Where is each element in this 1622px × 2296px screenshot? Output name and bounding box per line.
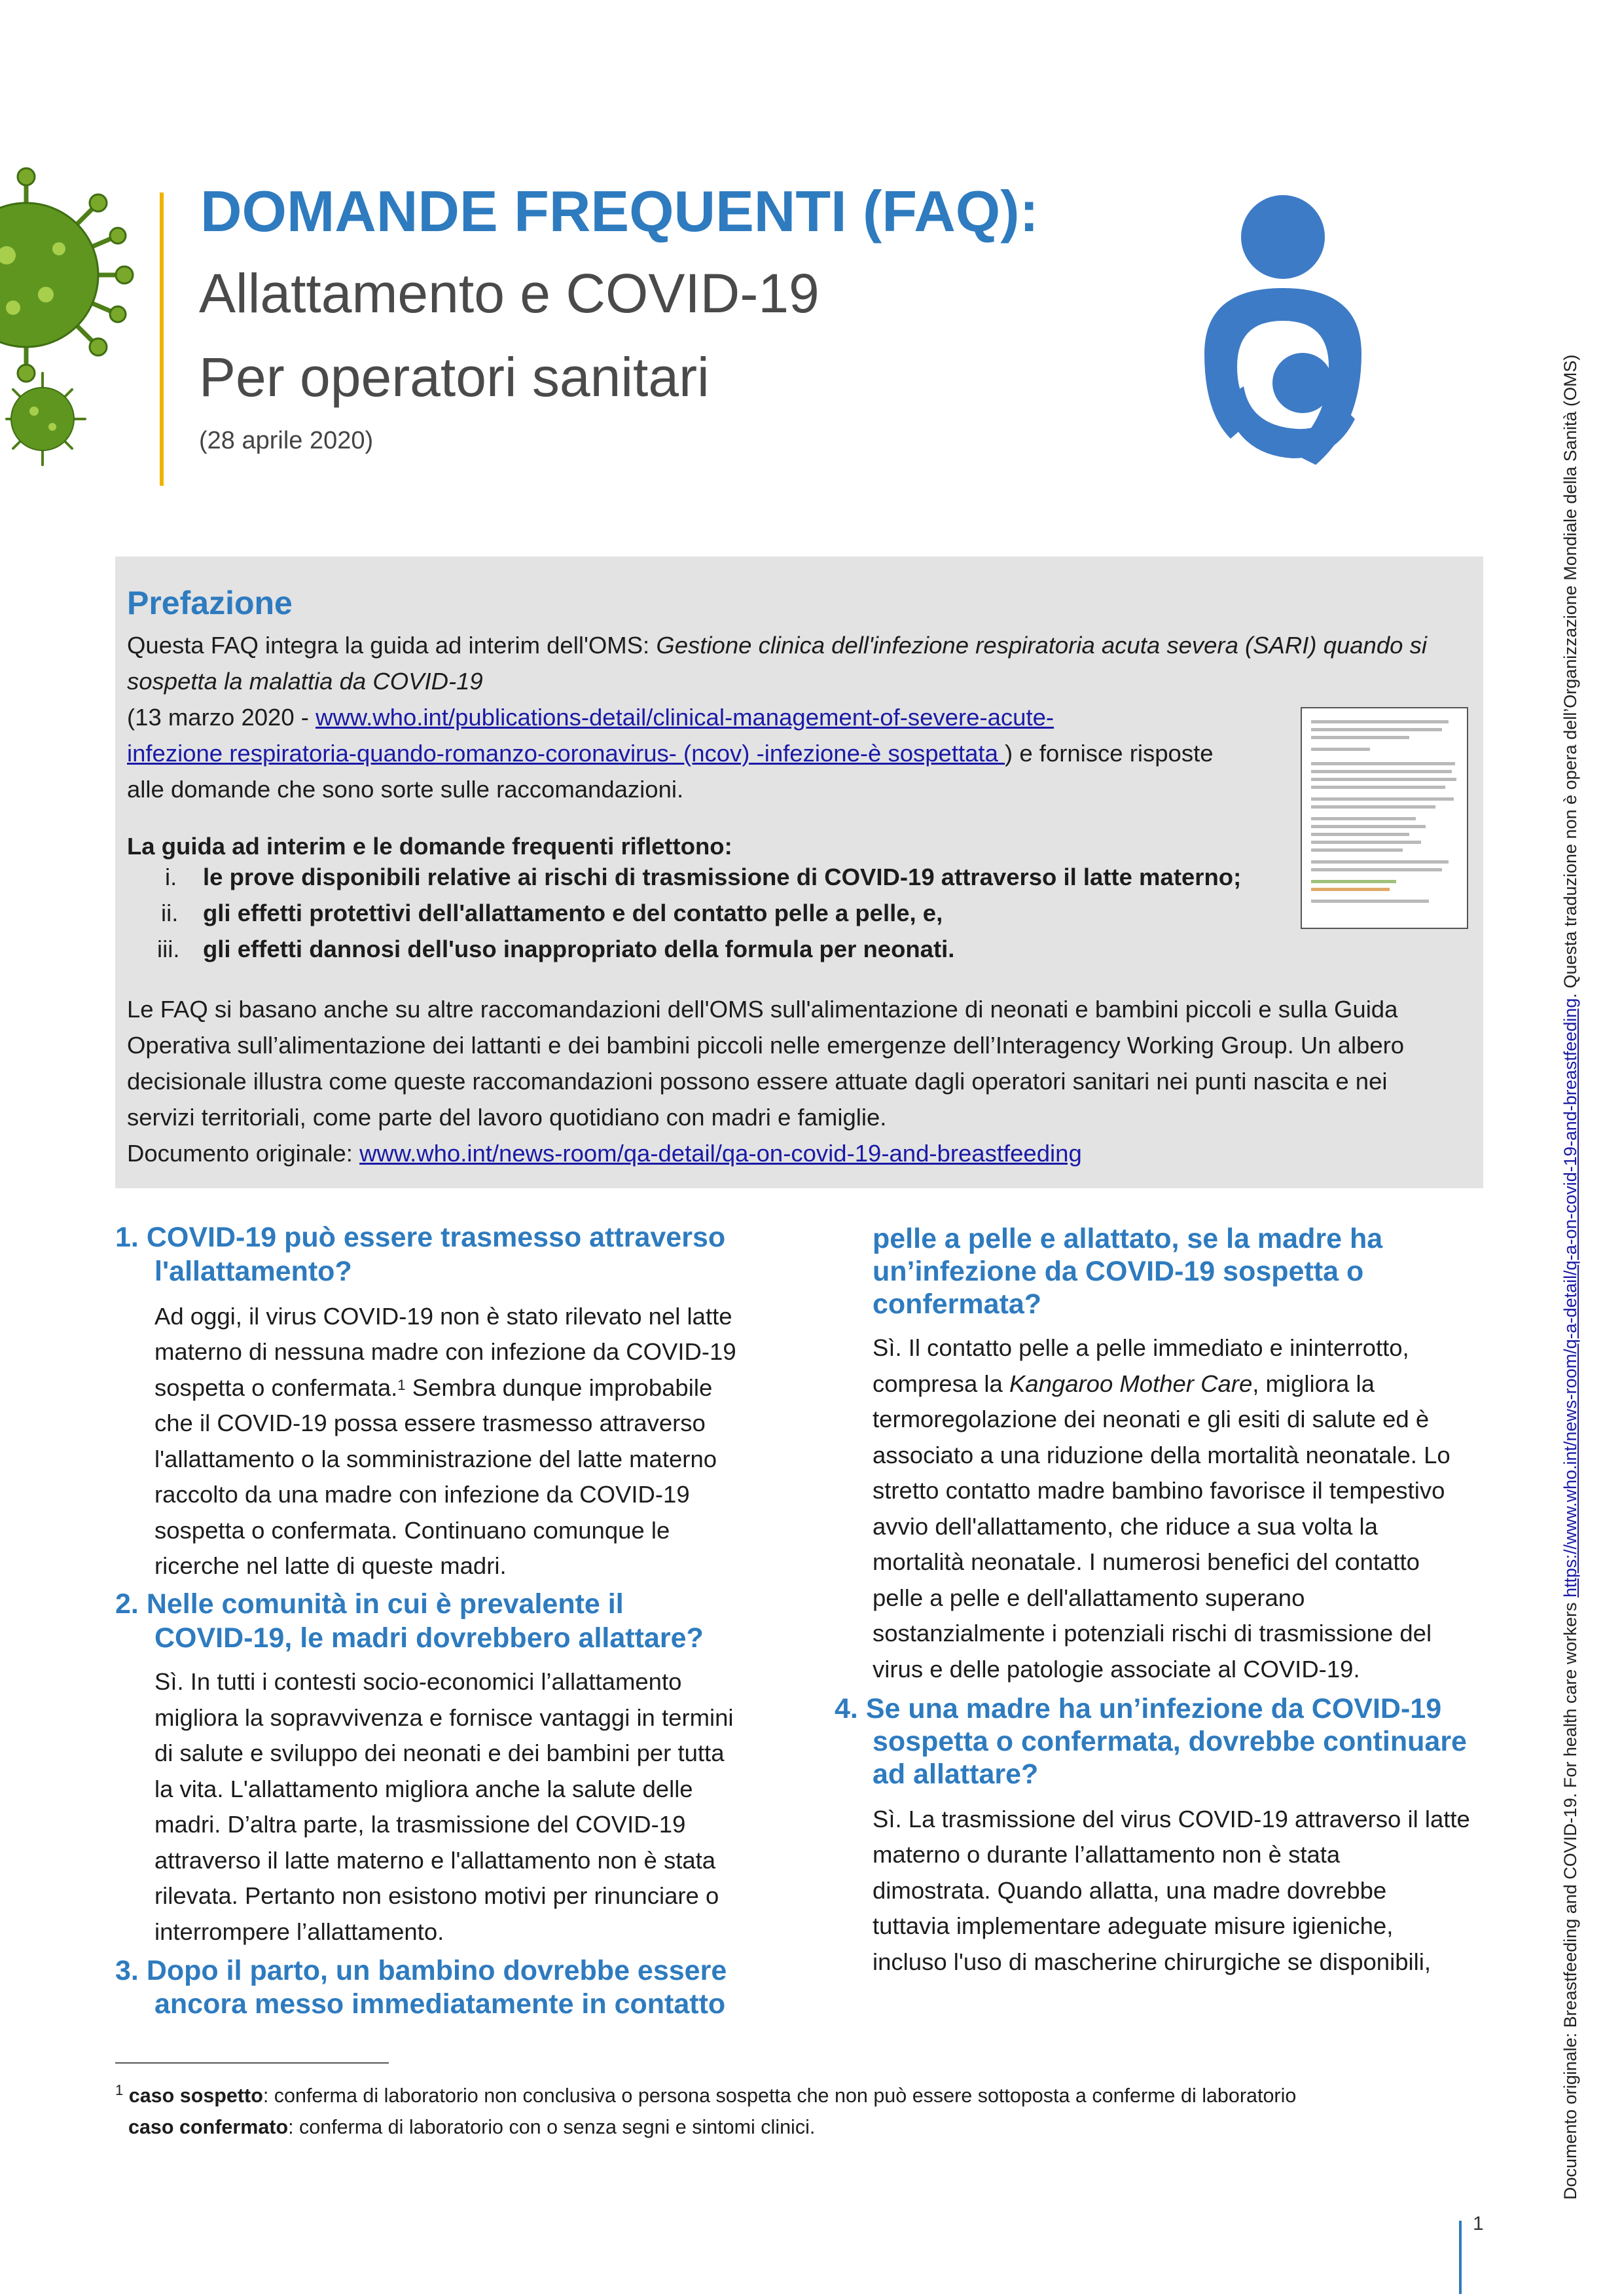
preface-heading: Prefazione (127, 585, 293, 621)
faq-answer-3-line: compresa la Kangaroo Mother Care, migliora la (873, 1370, 1375, 1397)
footnote-divider (115, 2062, 389, 2064)
faq-question-2: 2. Nelle comunità in cui è prevalente il (115, 1588, 624, 1620)
faq-answer-3-line: associato a una riduzione della mortalità neonatale. Lo (873, 1442, 1451, 1468)
preface-paragraph-line: Operativa sull’alimentazione dei lattanti e dei bambini piccoli nelle emergenze dell’Interagency Working Group. Un albero (127, 1032, 1405, 1059)
preface-paragraph-line: servizi territoriali, come parte del lavoro quotidiano con madri e famiglie. (127, 1104, 887, 1131)
faq-answer-3-line: virus e delle patologie associate al COVID-19. (873, 1656, 1360, 1683)
faq-answer-4-line: tuttavia implementare adeguate misure igieniche, (873, 1912, 1394, 1939)
footnote-suspected: $^1$ caso sospetto: conferma di laboratorio non conclusiva o persona sospetta che non può essere sottoposta a conferme di laboratorio (115, 2082, 1297, 2107)
preface-original-doc: Documento originale: www.who.int/news-room/qa-detail/qa-on-covid-19-and-breastfeeding (127, 1140, 1082, 1167)
preface-list-item: i. le prove disponibili relative ai rischi di trasmissione di COVID-19 attraverso il latte materno; (165, 864, 1242, 890)
page-title: DOMANDE FREQUENTI (FAQ): (200, 179, 1039, 244)
preface-line-3: (13 marzo 2020 - www.who.int/publications-detail/clinical-management-of-severe-acute- (127, 704, 1054, 731)
faq-answer-4-line: materno o durante l’allattamento non è stata (873, 1841, 1341, 1868)
faq-question-1: 1. COVID-19 può essere trasmesso attraverso (115, 1222, 726, 1253)
faq-answer-3-line: pelle a pelle e dell'allattamento superano (873, 1584, 1305, 1611)
preface-list-item: ii. gli effetti protettivi dell'allattamento e del contatto pelle a pelle, e, (161, 900, 943, 926)
side-translation-note: Documento originale: Breastfeeding and COVID-19. For health care workers https://www.who.int/news-room/q-a-detail/q-a-on-covid-19-and-breastfeeding. Questa traduzione non è opera dell’Organizzazione Mondiale della Sanità (OMS) (1560, 354, 1580, 2200)
faq-answer-3-line: mortalità neonatale. I numerosi benefici del contatto (873, 1548, 1420, 1575)
faq-question-3-cont: confermata? (873, 1288, 1042, 1320)
preface-paragraph-line: Le FAQ si basano anche su altre raccomandazioni dell'OMS sull'alimentazione di neonati e bambini piccoli e sulla Guida (127, 996, 1398, 1023)
faq-answer-1-line: materno di nessuna madre con infezione da COVID-19 (154, 1338, 736, 1365)
faq-answer-1-line: sospetta o confermata.$^1$ Sembra dunque improbabile (154, 1374, 713, 1401)
page-subtitle-topic: Allattamento e COVID-19 (199, 263, 820, 324)
faq-question-3-cont: ancora messo immediatamente in contatto (154, 1988, 726, 2020)
preface-line-5: alle domande che sono sorte sulle raccomandazioni. (127, 776, 684, 803)
faq-answer-2-line: Sì. In tutti i contesti socio-economici l’allattamento (154, 1668, 682, 1695)
page-number: 1 (1473, 2213, 1484, 2234)
side-original-link[interactable]: https://www.who.int/news-room/q-a-detail/q-a-on-covid-19-and-breastfeeding (1560, 998, 1580, 1598)
faq-question-4-cont: sospetta o confermata, dovrebbe continuare (873, 1726, 1467, 1757)
footnote-marker: 1 (397, 1377, 406, 1393)
preface-line-1: Questa FAQ integra la guida ad interim dell'OMS: Gestione clinica dell'infezione respiratoria acuta severa (SARI) quando si (127, 632, 1427, 659)
faq-answer-1-line: che il COVID-19 possa essere trasmesso attraverso (154, 1410, 706, 1436)
faq-answer-2-line: la vita. L'allattamento migliora anche la salute delle (154, 1776, 693, 1802)
faq-answer-1-line: raccolto da una madre con infezione da COVID-19 (154, 1481, 690, 1508)
faq-answer-1-line: Ad oggi, il virus COVID-19 non è stato rilevato nel latte (154, 1303, 732, 1330)
faq-answer-1-line: l'allattamento o la somministrazione del latte materno (154, 1446, 717, 1472)
original-document-link[interactable]: www.who.int/news-room/qa-detail/qa-on-covid-19-and-breastfeeding (359, 1140, 1082, 1167)
preface-list-heading: La guida ad interim e le domande frequenti riflettono: (127, 833, 732, 860)
publication-date: (28 aprile 2020) (199, 427, 374, 454)
footnote-confirmed: caso confermato: conferma di laboratorio con o senza segni e sintomi clinici. (128, 2116, 816, 2138)
faq-question-3-cont: un’infezione da COVID-19 sospetta o (873, 1256, 1364, 1287)
faq-answer-2-line: di salute e sviluppo dei neonati e dei bambini per tutta (154, 1740, 725, 1766)
page-number-bar (1459, 2221, 1462, 2294)
faq-answer-3-line: avvio dell'allattamento, che riduce a sua volta la (873, 1513, 1378, 1540)
faq-answer-4-line: Sì. La trasmissione del virus COVID-19 attraverso il latte (873, 1806, 1470, 1832)
faq-answer-3-line: Sì. Il contatto pelle a pelle immediato e ininterrotto, (873, 1334, 1409, 1361)
faq-question-4: 4. Se una madre ha un’infezione da COVID-19 (835, 1693, 1442, 1724)
preface-guidance-link[interactable]: www.who.int/publications-detail/clinical-management-of-severe-acute- (315, 704, 1054, 731)
faq-answer-3-line: sostanzialmente i potenziali rischi di trasmissione del (873, 1620, 1432, 1647)
faq-answer-2-line: rilevata. Pertanto non esistono motivi per rinunciare o (154, 1882, 719, 1909)
page-subtitle-audience: Per operatori sanitari (199, 346, 710, 408)
faq-question-3: 3. Dopo il parto, un bambino dovrebbe essere (115, 1955, 727, 1986)
faq-question-2-cont: COVID-19, le madri dovrebbero allattare? (154, 1622, 704, 1654)
faq-question-3-cont: pelle a pelle e allattato, se la madre ha (873, 1223, 1383, 1254)
faq-answer-2-line: interrompere l’allattamento. (154, 1918, 444, 1945)
faq-answer-1-line: sospetta o confermata. Continuano comunque le (154, 1517, 670, 1544)
faq-answer-1-line: ricerche nel latte di queste madri. (154, 1552, 507, 1579)
faq-answer-4-line: incluso l'uso di mascherine chirurgiche se disponibili, (873, 1948, 1431, 1975)
preface-paragraph-line: decisionale illustra come queste raccomandazioni possono essere attuate dagli operatori sanitari nei punti nascita e nei (127, 1068, 1388, 1095)
coronavirus-illustration (0, 164, 183, 471)
faq-answer-2-line: madri. D’altra parte, la trasmissione del COVID-19 (154, 1811, 686, 1838)
faq-answer-4-line: dimostrata. Quando allatta, una madre dovrebbe (873, 1877, 1387, 1904)
faq-answer-3-line: stretto contatto madre bambino favorisce il tempestivo (873, 1477, 1445, 1504)
faq-answer-2-line: attraverso il latte materno e l'allattamento non è stata (154, 1847, 716, 1874)
faq-question-4-cont: ad allattare? (873, 1758, 1039, 1790)
title-accent-bar (160, 192, 164, 486)
preface-line-2: sospetta la malattia da COVID-19 (127, 668, 483, 695)
faq-answer-2-line: migliora la sopravvivenza e fornisce vantaggi in termini (154, 1704, 734, 1731)
breastfeeding-mother-icon (1165, 190, 1401, 478)
preface-guidance-link-cont[interactable]: infezione respiratoria-quando-romanzo-coronavirus- (ncov) -infezione-è sospettata (127, 740, 1005, 767)
guidance-document-thumbnail (1301, 707, 1468, 929)
faq-answer-3-line: termoregolazione dei neonati e gli esiti di salute ed è (873, 1406, 1430, 1432)
preface-line-4: infezione respiratoria-quando-romanzo-coronavirus- (ncov) -infezione-è sospettata ) e fornisce risposte (127, 740, 1214, 767)
faq-question-1-cont: l'allattamento? (154, 1256, 352, 1287)
preface-list-item: iii. gli effetti dannosi dell'uso inappropriato della formula per neonati. (157, 936, 955, 962)
